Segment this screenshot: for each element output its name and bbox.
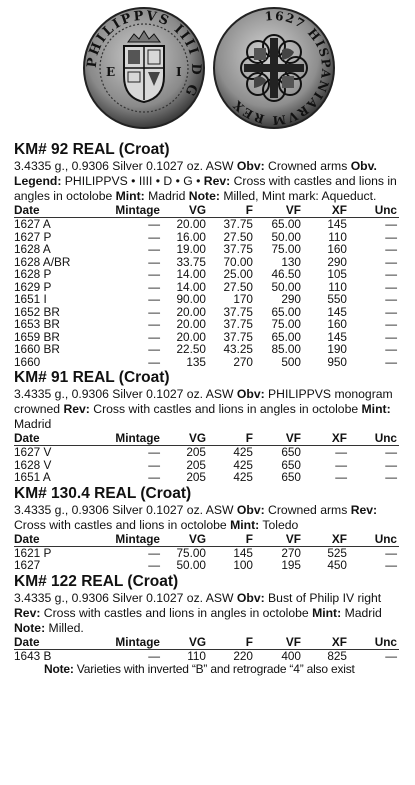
table-cell: —	[335, 457, 347, 472]
column-header: VG	[162, 533, 208, 547]
column-header: VG	[162, 204, 208, 218]
table-cell: 290	[281, 292, 301, 306]
table-cell: 110	[187, 648, 206, 663]
table-cell: 14.00	[176, 279, 206, 294]
table-cell: 425	[233, 457, 253, 472]
entry-title: KM# 122 REAL (Croat)	[14, 572, 179, 590]
table-cell: 270	[233, 354, 253, 369]
table-cell: 75.00	[271, 242, 301, 256]
table-cell: 650	[281, 457, 301, 472]
table-cell: —	[335, 470, 347, 484]
table-cell: 100	[233, 558, 253, 572]
column-header: Date	[14, 636, 92, 650]
table-cell: 65.00	[271, 304, 301, 319]
catalog-entry-km92	[0, 140, 399, 368]
table-cell: 205	[186, 457, 206, 472]
table-cell: 400	[281, 648, 301, 663]
table-cell: 145	[233, 545, 253, 560]
table-cell: 33.75	[176, 254, 206, 269]
table-cell: 20.00	[176, 217, 206, 231]
table-cell: 1643 B	[14, 648, 52, 663]
table-cell: —	[335, 445, 347, 459]
table-row	[14, 343, 399, 356]
table-cell: 19.00	[176, 242, 206, 256]
table-cell: 825	[327, 648, 347, 663]
table-cell: 425	[233, 445, 253, 459]
column-header: VF	[255, 432, 303, 446]
table-cell: 50.00	[176, 558, 206, 572]
column-header: Unc	[349, 636, 399, 650]
table-cell: 550	[327, 292, 347, 306]
table-cell: 1628 A/BR	[14, 254, 71, 269]
table-cell: —	[148, 457, 160, 472]
table-cell: 25.00	[223, 267, 253, 281]
price-table	[14, 636, 399, 663]
table-cell: —	[385, 242, 397, 256]
table-cell: 1628 P	[14, 267, 52, 281]
entry-description: 3.4335 g., 0.9306 Silver 0.1027 oz. ASW Obv: PHILIPPVS monogram crowned Rev: Cross with castles and lions in angles in octolobe Mint: Madrid	[14, 387, 393, 431]
table-cell: 37.75	[223, 217, 253, 231]
table-cell: 145	[327, 217, 347, 231]
table-cell: —	[148, 229, 160, 244]
table-cell: 46.50	[271, 267, 301, 281]
coin-obverse-image	[82, 6, 206, 130]
table-cell: 650	[281, 470, 301, 484]
table-cell: —	[148, 648, 160, 663]
table-row	[14, 293, 399, 306]
table-row	[14, 243, 399, 256]
entry-description: 3.4335 g., 0.9306 Silver 0.1027 oz. ASW Obv: Crowned arms Rev: Cross with castles and lions in octolobe Mint: Toledo	[14, 502, 378, 532]
table-cell: 37.75	[223, 304, 253, 319]
svg-text:E: E	[106, 65, 116, 79]
table-cell: —	[148, 279, 160, 294]
table-cell: 145	[327, 304, 347, 319]
table-cell: —	[385, 648, 397, 663]
table-cell: 1621 P	[14, 545, 52, 560]
table-cell: 205	[186, 470, 206, 484]
price-table	[14, 432, 399, 484]
table-cell: 65.00	[271, 217, 301, 231]
table-cell: —	[385, 457, 397, 472]
table-row	[14, 649, 399, 662]
table-cell: 43.25	[223, 342, 253, 356]
table-cell: —	[385, 217, 397, 231]
coin-reverse-legend: 1627 HISPANIARVM REX	[229, 8, 334, 128]
table-cell: 22.50	[176, 342, 206, 356]
table-cell: 37.75	[223, 329, 253, 344]
table-cell: 27.50	[223, 279, 253, 294]
table-cell: —	[148, 354, 160, 369]
table-cell: 1627 V	[14, 445, 52, 459]
table-cell: 1627	[14, 558, 41, 572]
column-header: VG	[162, 432, 208, 446]
table-cell: 1652 BR	[14, 304, 60, 319]
column-header: XF	[303, 204, 349, 218]
table-header-row	[14, 204, 399, 218]
table-cell: —	[385, 470, 397, 484]
table-cell: —	[385, 279, 397, 294]
table-cell: 70.00	[223, 254, 253, 269]
table-cell: —	[385, 254, 397, 269]
entry-description: 3.4335 g., 0.9306 Silver 0.1027 oz. ASW Obv: Bust of Philip IV right Rev: Cross with castles and lions in angles in octolobe Mint: Madrid Note: Milled.	[14, 590, 382, 635]
table-cell: 160	[327, 317, 347, 331]
table-cell: 75.00	[271, 317, 301, 331]
column-header: Date	[14, 204, 92, 218]
table-cell: —	[148, 445, 160, 459]
footnote: Note: Varieties with inverted “B” and retrograde “4” also exist	[44, 662, 355, 676]
column-header: Unc	[349, 432, 399, 446]
table-header-row	[14, 636, 399, 650]
table-cell: 110	[328, 279, 347, 294]
table-header-row	[14, 432, 399, 446]
column-header: XF	[303, 636, 349, 650]
table-cell: —	[148, 254, 160, 269]
table-cell: —	[385, 342, 397, 356]
entry-title: KM# 130.4 REAL (Croat)	[14, 484, 192, 502]
table-row	[14, 318, 399, 331]
entry-description: 3.4335 g., 0.9306 Silver 0.1027 oz. ASW Obv: Crowned arms Obv. Legend: PHILIPPVS • IIII • D • G • Rev: Cross with castles and lions in angles in octolobe Mint: Madrid Note: Milled, Mint mark: Aqueduct.	[14, 159, 397, 203]
table-cell: —	[148, 470, 160, 484]
column-header: VF	[255, 636, 303, 650]
table-cell: —	[385, 445, 397, 459]
table-cell: 950	[327, 354, 347, 369]
column-header: Unc	[349, 533, 399, 547]
table-cell: 1651 A	[14, 470, 51, 484]
table-cell: 1628 V	[14, 457, 52, 472]
table-cell: 170	[233, 292, 253, 306]
table-cell: 1659 BR	[14, 329, 60, 344]
table-cell: 525	[327, 545, 347, 560]
table-cell: —	[385, 292, 397, 306]
coin-obverse-legend: PHILIPPVS IIII D G	[84, 8, 204, 100]
table-cell: —	[385, 329, 397, 344]
table-cell: 1660	[14, 354, 41, 369]
table-row	[14, 471, 399, 484]
table-cell: —	[148, 558, 160, 572]
column-header: VF	[255, 533, 303, 547]
coin-images	[0, 0, 415, 140]
table-cell: —	[148, 329, 160, 344]
table-cell: —	[385, 558, 397, 572]
column-header: Mintage	[92, 432, 162, 446]
table-cell: 205	[186, 445, 206, 459]
table-row	[14, 268, 399, 281]
table-cell: —	[148, 304, 160, 319]
table-cell: 75.00	[176, 545, 206, 560]
table-cell: 27.50	[223, 229, 253, 244]
svg-text:I: I	[176, 65, 182, 79]
table-row	[14, 218, 399, 231]
table-cell: —	[148, 292, 160, 306]
table-cell: 1651 I	[14, 292, 47, 306]
table-cell: 65.00	[271, 329, 301, 344]
table-cell: —	[148, 242, 160, 256]
table-cell: 130	[281, 254, 301, 269]
table-cell: —	[148, 342, 160, 356]
table-cell: 190	[327, 342, 347, 356]
column-header: Date	[14, 432, 92, 446]
table-row	[14, 446, 399, 459]
table-cell: —	[385, 229, 397, 244]
table-cell: —	[148, 217, 160, 231]
table-cell: 450	[327, 558, 347, 572]
price-table	[14, 204, 399, 368]
column-header: XF	[303, 533, 349, 547]
column-header: Date	[14, 533, 92, 547]
table-cell: 1660 BR	[14, 342, 60, 356]
table-cell: 650	[281, 445, 301, 459]
catalog-entry-km130-4	[0, 484, 399, 572]
table-cell: 270	[281, 545, 301, 560]
table-cell: 105	[327, 267, 347, 281]
table-cell: 290	[327, 254, 347, 269]
column-header: F	[208, 636, 255, 650]
column-header: F	[208, 533, 255, 547]
table-cell: —	[148, 545, 160, 560]
table-cell: 1627 P	[14, 229, 52, 244]
table-cell: 160	[327, 242, 347, 256]
table-cell: —	[385, 267, 397, 281]
column-header: VF	[255, 204, 303, 218]
table-cell: —	[148, 267, 160, 281]
table-cell: —	[385, 354, 397, 369]
catalog-entry-km122	[0, 572, 399, 678]
table-cell: 16.00	[176, 229, 206, 244]
table-cell: 20.00	[176, 304, 206, 319]
catalog-entry-km91	[0, 368, 399, 484]
table-cell: 145	[327, 329, 347, 344]
table-cell: 195	[281, 558, 301, 572]
column-header: Mintage	[92, 636, 162, 650]
table-cell: 85.00	[271, 342, 301, 356]
column-header: Mintage	[92, 533, 162, 547]
table-cell: 425	[233, 470, 253, 484]
table-cell: 135	[186, 354, 206, 369]
entry-title: KM# 91 REAL (Croat)	[14, 369, 170, 386]
table-cell: 220	[233, 648, 253, 663]
coin-reverse-image	[212, 6, 336, 130]
table-cell: 37.75	[223, 242, 253, 256]
column-header: F	[208, 432, 255, 446]
table-cell: —	[385, 317, 397, 331]
column-header: XF	[303, 432, 349, 446]
table-cell: 500	[281, 354, 301, 369]
table-row	[14, 559, 399, 572]
table-cell: 14.00	[176, 267, 206, 281]
table-cell: 37.75	[223, 317, 253, 331]
column-header: Unc	[349, 204, 399, 218]
column-header: F	[208, 204, 255, 218]
table-cell: —	[385, 304, 397, 319]
table-cell: 110	[328, 229, 347, 244]
table-cell: 1628 A	[14, 242, 51, 256]
column-header: Mintage	[92, 204, 162, 218]
table-cell: 90.00	[176, 292, 206, 306]
table-cell: —	[385, 545, 397, 560]
table-cell: 1653 BR	[14, 317, 60, 331]
table-cell: 20.00	[176, 329, 206, 344]
price-table	[14, 533, 399, 572]
table-cell: 50.00	[271, 229, 301, 244]
table-header-row	[14, 533, 399, 547]
entry-title: KM# 92 REAL (Croat)	[14, 141, 170, 158]
table-cell: —	[148, 317, 160, 331]
table-cell: 50.00	[271, 279, 301, 294]
table-cell: 20.00	[176, 317, 206, 331]
table-cell: 1629 P	[14, 279, 52, 294]
column-header: VG	[162, 636, 208, 650]
table-row	[14, 356, 399, 369]
table-cell: 1627 A	[14, 217, 51, 231]
